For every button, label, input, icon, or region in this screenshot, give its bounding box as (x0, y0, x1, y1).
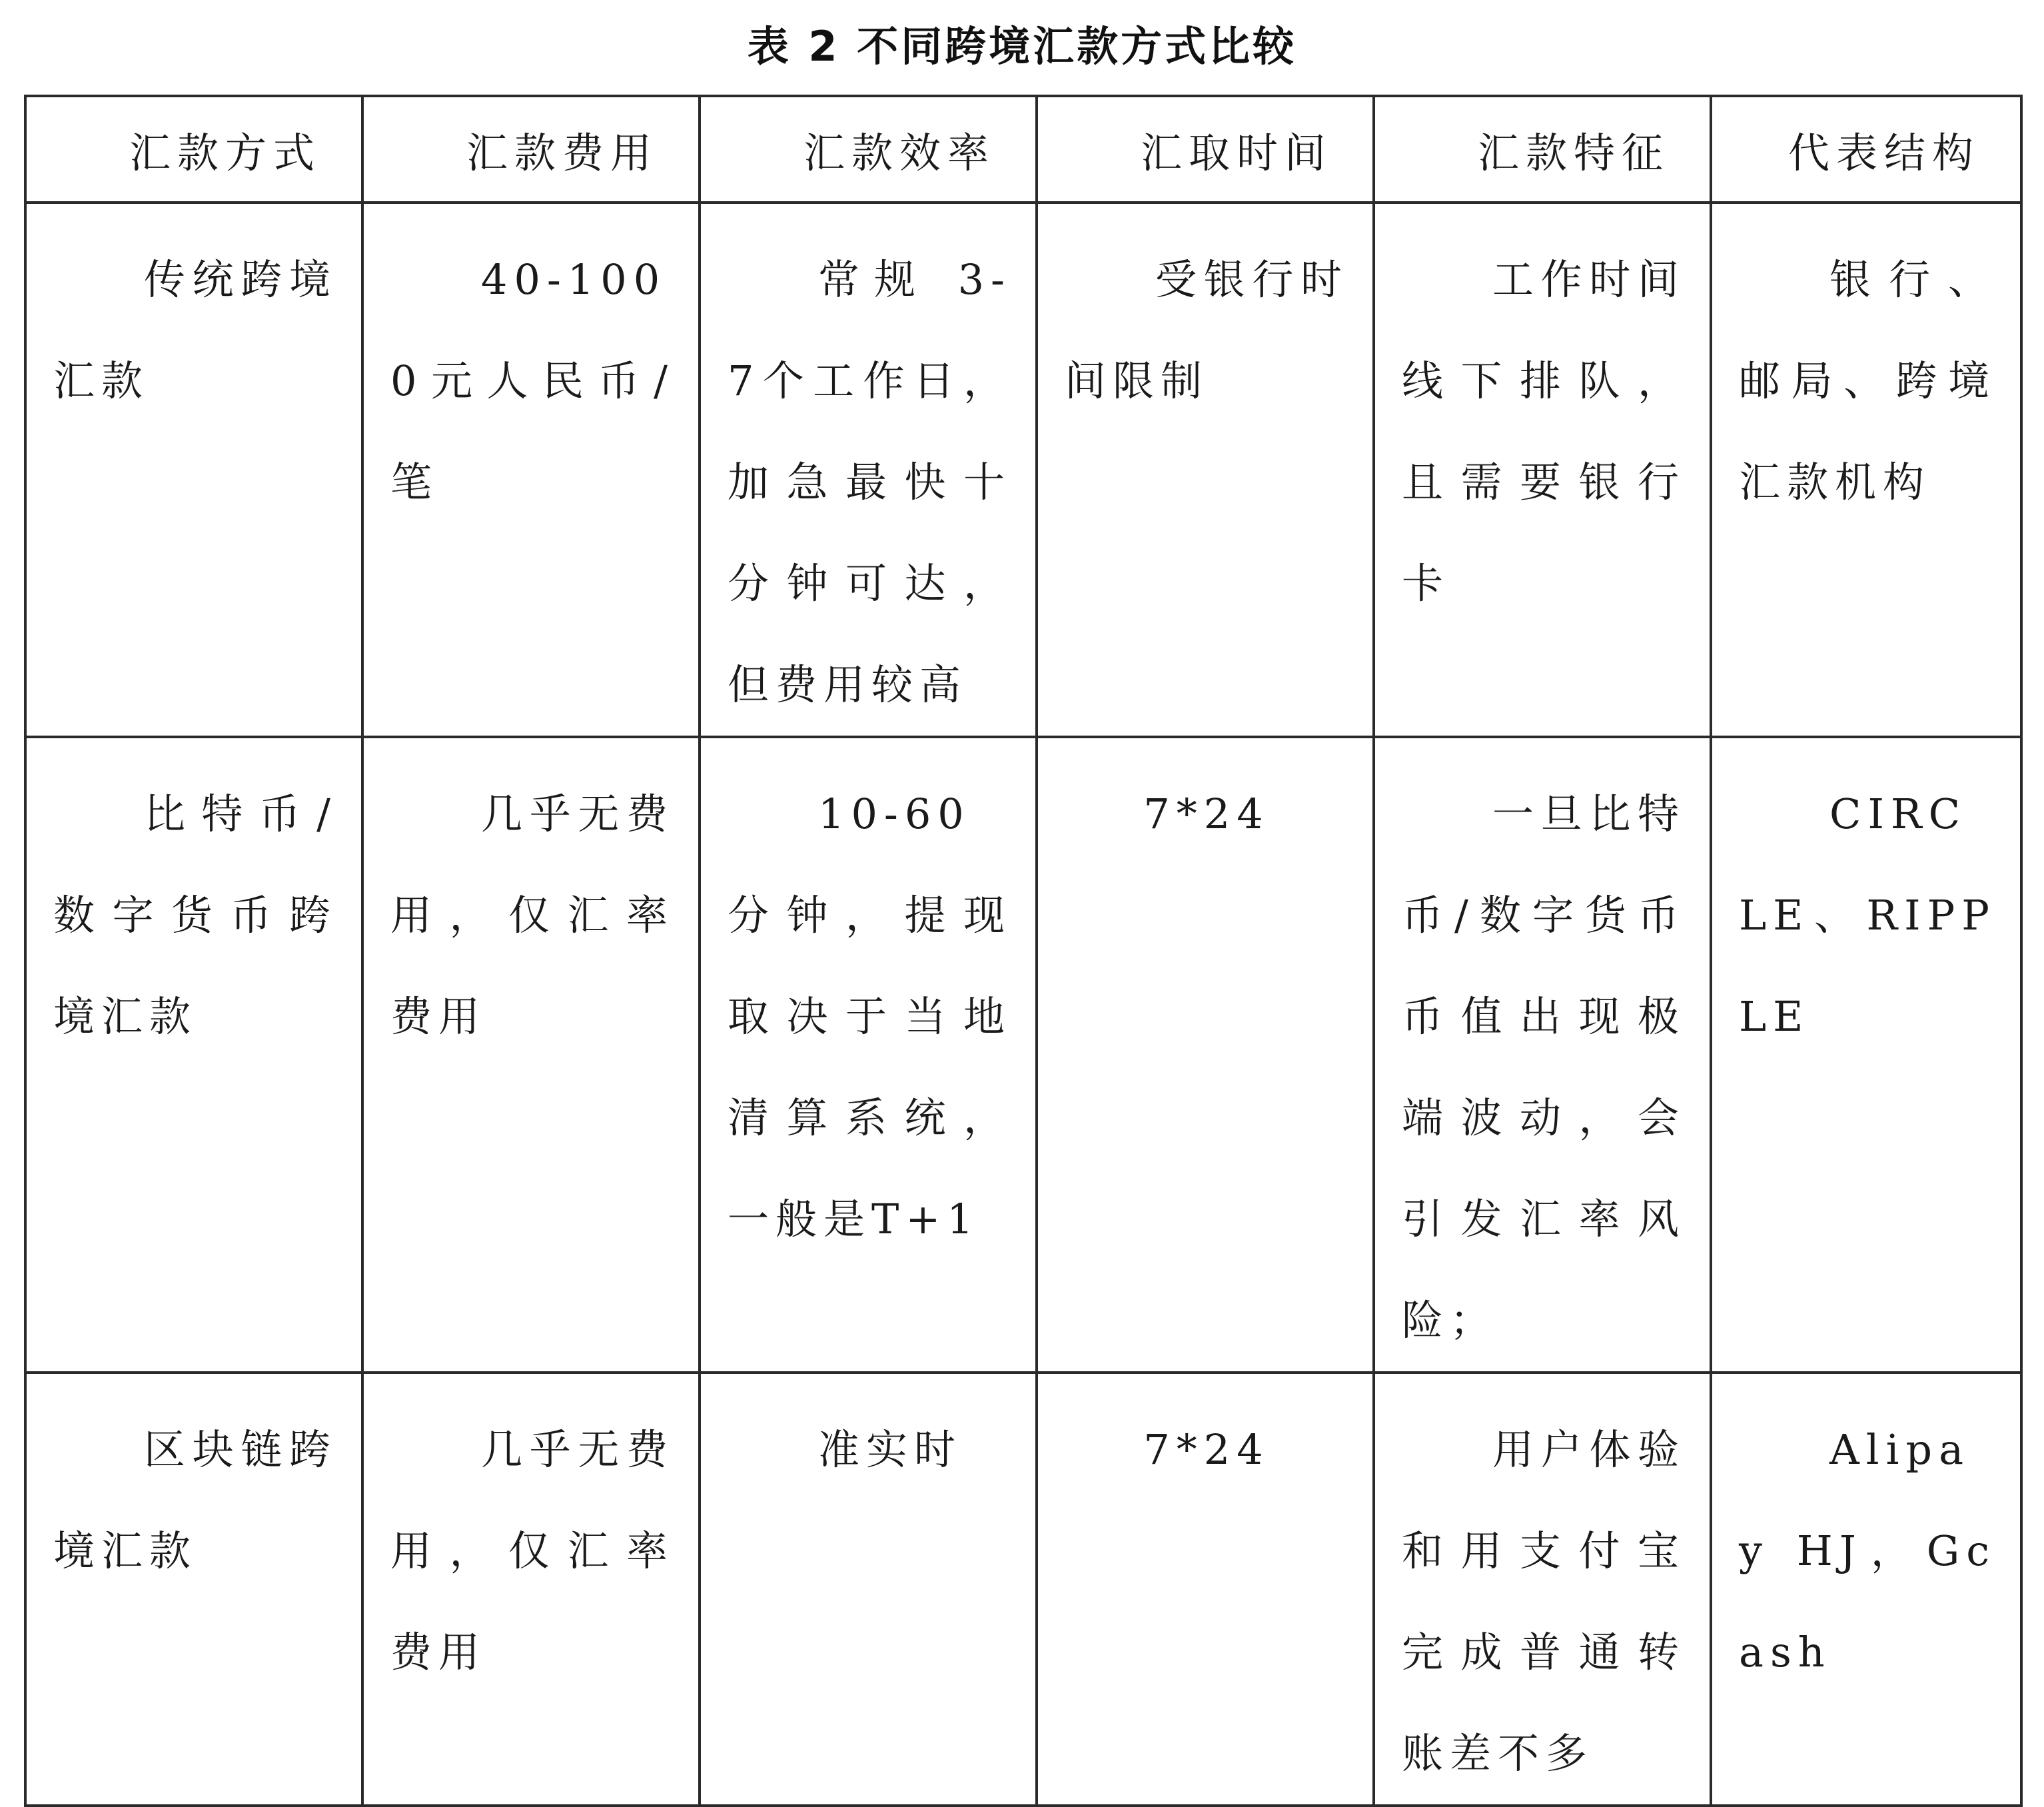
cell-text: 几乎无费用，仅汇率费用 (390, 1425, 674, 1676)
header-time: 汇取时间 (1037, 96, 1374, 203)
cell-institution (1711, 1373, 2021, 1806)
cell-fee (362, 1373, 700, 1806)
cell-time (1037, 737, 1374, 1373)
cell-text: Alipay HJ，Gcash (1739, 1425, 1996, 1676)
table-row (25, 1373, 2021, 1806)
cell-method (25, 1373, 362, 1806)
cell-text: 10-60 分钟，提现取决于当地清算系统，一般是T+1 (728, 790, 1011, 1243)
cell-efficiency (700, 203, 1037, 737)
cell-text: 区块链跨境汇款 (53, 1425, 337, 1575)
header-method: 汇款方式 (25, 96, 362, 203)
comparison-table (24, 95, 2023, 1807)
table-title: 表 2 不同跨境汇款方式比较 (747, 22, 1297, 71)
cell-text: 常规 3-7个工作日，加急最快十分钟可达，但费用较高 (728, 255, 1011, 709)
cell-time (1037, 1373, 1374, 1806)
cell-method (25, 737, 362, 1373)
cell-text: 比特币/数字货币跨境汇款 (53, 790, 337, 1041)
cell-feature (1374, 203, 1711, 737)
cell-fee (362, 737, 700, 1373)
cell-text: 7*24 (1143, 1425, 1270, 1474)
cell-feature (1374, 737, 1711, 1373)
cell-time (1037, 203, 1374, 737)
header-feature: 汇款特征 (1374, 96, 1711, 203)
cell-text: CIRCLE、RIPPLE (1739, 790, 1996, 1041)
cell-text: 40-1000元人民币/笔 (390, 255, 674, 506)
cell-text: 用户体验和用支付宝完成普通转账差不多 (1402, 1425, 1686, 1778)
cell-text: 准实时 (818, 1425, 963, 1474)
cell-fee (362, 203, 700, 737)
header-institution: 代表结构 (1711, 96, 2021, 203)
cell-text: 工作时间线下排队，且需要银行卡 (1402, 255, 1686, 608)
cell-text: 受银行时间限制 (1065, 255, 1348, 405)
header-fee: 汇款费用 (362, 96, 700, 203)
cell-institution (1711, 203, 2021, 737)
table-row (25, 203, 2021, 737)
cell-efficiency (700, 737, 1037, 1373)
cell-text: 银行、邮局、跨境汇款机构 (1739, 255, 1996, 506)
cell-efficiency (700, 1373, 1037, 1806)
table-header-row (25, 96, 2021, 203)
cell-method (25, 203, 362, 737)
cell-text: 传统跨境汇款 (53, 255, 337, 405)
header-efficiency: 汇款效率 (700, 96, 1037, 203)
cell-institution (1711, 737, 2021, 1373)
cell-text: 一旦比特币/数字货币币值出现极端波动，会引发汇率风险； (1402, 790, 1686, 1345)
cell-text: 几乎无费用，仅汇率费用 (390, 790, 674, 1041)
table-row (25, 737, 2021, 1373)
cell-feature (1374, 1373, 1711, 1806)
cell-text: 7*24 (1143, 790, 1270, 838)
